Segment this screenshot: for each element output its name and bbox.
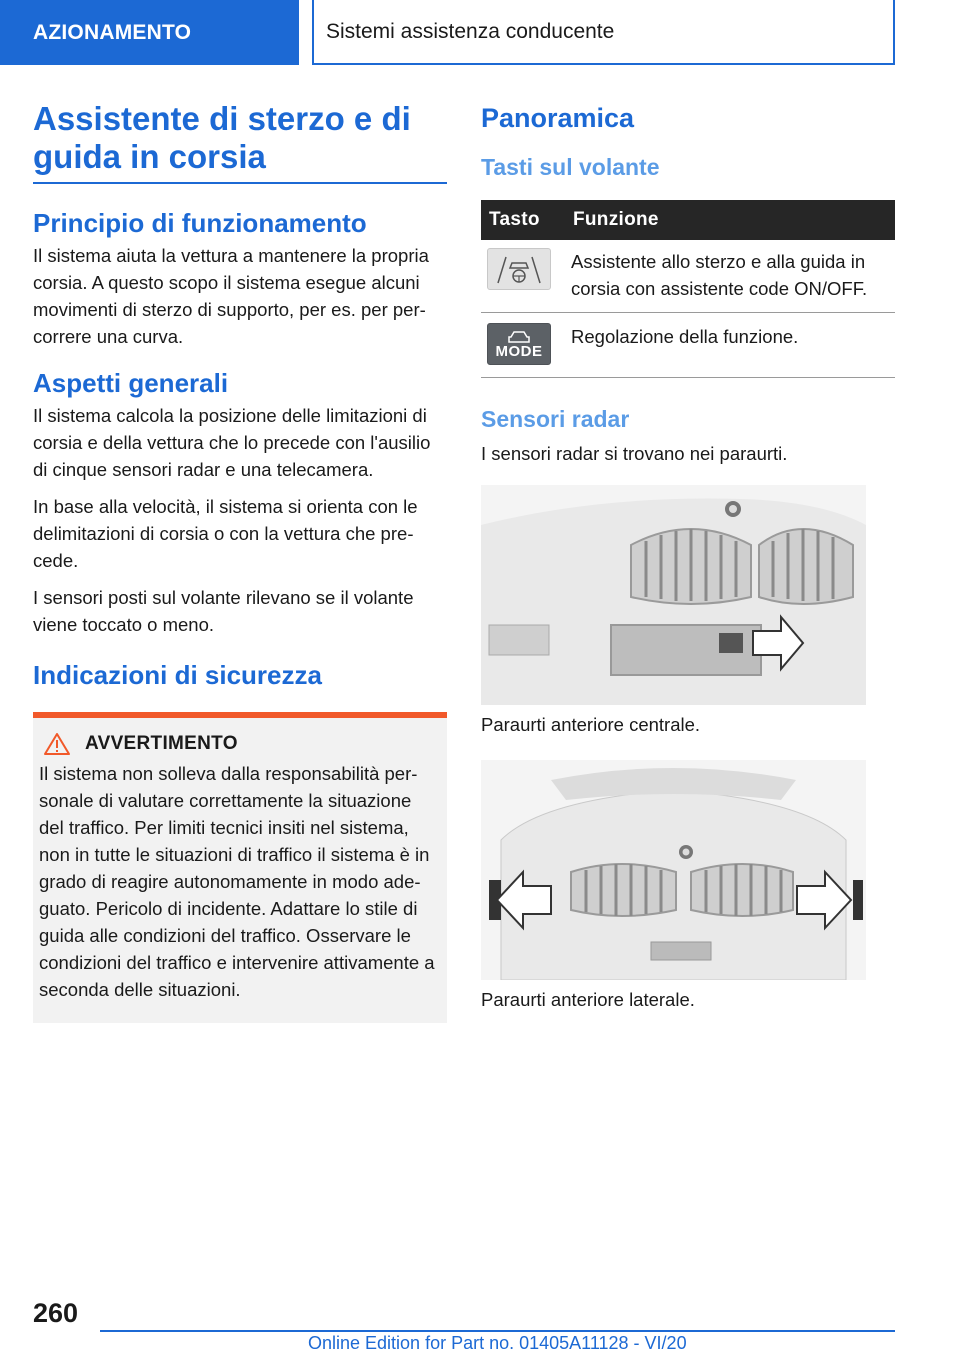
warning-title: AVVERTIMENTO: [85, 733, 238, 754]
left-column: [33, 100, 447, 1023]
warning-box: [33, 712, 447, 1023]
warning-text: Il sistema non solleva dalla responsabilità personale di valutare correttamente la situazione del traffico. Per limiti tecnici insiti nel sistema, non in tutte le situazioni di traffico il sistema è in grado di reagire autonomamente in modo adeguato. Pericolo di incidente. Adattare lo stile di guida alle condizioni del traffico. Osservare le condizioni del traffico e intervenire attivamente a seconda delle situazioni.: [39, 763, 435, 1000]
key-cell: [481, 313, 565, 378]
front-side-caption: Paraurti anteriore laterale.: [481, 989, 695, 1010]
steering-keys-table: [481, 200, 895, 378]
safety-heading: Indicazioni di sicurezza: [33, 660, 322, 690]
radar-heading: Sensori radar: [481, 406, 630, 432]
page-title: Assistente di sterzo e di guida in corsia: [33, 100, 447, 184]
front-center-bumper-image: [481, 485, 866, 705]
principle-heading: Principio di funzionamento: [33, 208, 367, 238]
section-tab: [0, 0, 299, 65]
radar-text: I sensori radar si trovano nei paraurti.: [481, 443, 788, 464]
principle-text: Il sistema aiuta la vettura a mantenere la propria corsia. A questo scopo il sistema esegue alcuni movimenti di sterzo di supporto, per es. per percorrere una curva.: [33, 245, 429, 347]
table-row: [481, 313, 895, 378]
column-header-function: Funzione: [565, 200, 895, 240]
section-title: AZIONAMENTO: [33, 20, 192, 44]
edition-note: Online Edition for Part no. 01405A11128 - VI/20: [308, 1333, 687, 1353]
steering-wheel-car-icon: [490, 251, 548, 287]
warning-header: [39, 732, 439, 756]
table-row: [481, 240, 895, 313]
chapter-header: [312, 0, 895, 65]
car-front-center-illustration: [481, 485, 866, 705]
page-number: 260: [33, 1298, 79, 1328]
function-cell: Assistente allo sterzo e alla guida in corsia con assistente code ON/OFF.: [565, 240, 895, 313]
overview-heading: Panoramica: [481, 103, 635, 133]
general-text-2: In base alla velocità, il sistema si orienta con le delimitazioni di corsia o con la vettura che precede.: [33, 496, 418, 571]
lane-steering-assist-icon: [487, 248, 551, 290]
key-cell: [481, 240, 565, 313]
column-header-key: Tasto: [481, 200, 565, 240]
car-icon: [507, 330, 531, 344]
chapter-title: Sistemi assistenza conducente: [326, 19, 615, 43]
table-header-row: [481, 200, 895, 240]
function-cell: Regolazione della funzione.: [565, 313, 895, 378]
front-side-bumper-image: [481, 760, 866, 980]
car-front-side-illustration: [481, 760, 866, 980]
mode-button-icon: [487, 323, 551, 365]
mode-key-label: MODE: [495, 342, 543, 360]
general-heading: Aspetti generali: [33, 368, 229, 398]
front-center-caption: Paraurti anteriore centrale.: [481, 714, 701, 735]
footer-divider: [100, 1330, 895, 1332]
steering-keys-heading: Tasti sul volante: [481, 154, 660, 180]
right-column: [481, 100, 895, 1013]
warning-triangle-icon: [43, 732, 71, 756]
general-text-3: I sensori posti sul volante rilevano se il volante viene toccato o meno.: [33, 587, 414, 635]
general-text-1: Il sistema calcola la posizione delle limitazioni di corsia e della vettura che lo precede con l'ausilio di cinque sensori radar e una telecamera.: [33, 405, 431, 480]
